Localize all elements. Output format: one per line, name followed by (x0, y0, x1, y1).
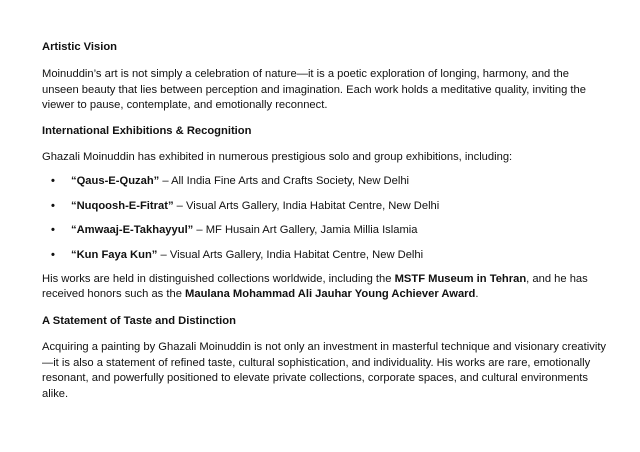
heading-statement: A Statement of Taste and Distinction (42, 314, 236, 327)
exhibition-item-kun-faya-kun (42, 248, 608, 263)
collections-text: , and he has received honors such as the (42, 273, 588, 301)
bullet-icon: • (51, 199, 55, 212)
collections-paragraph (42, 272, 608, 303)
bullet-icon: • (51, 175, 55, 188)
heading-exhibitions: International Exhibitions & Recognition (42, 124, 252, 137)
exhibition-detail: – Visual Arts Gallery, India Habitat Centre, New Delhi (173, 199, 440, 212)
exhibition-list (42, 174, 608, 263)
exhibition-detail: – All India Fine Arts and Crafts Society, New Delhi (159, 175, 410, 188)
document-page (42, 40, 608, 402)
exhibition-item-amwaaj-e-takhayyul (42, 223, 608, 238)
exhibition-title: “Qaus-E-Quzah” (71, 175, 160, 188)
exhibition-detail: – MF Husain Art Gallery, Jamia Millia Islamia (193, 224, 418, 237)
exhibitions-intro: Ghazali Moinuddin has exhibited in numerous prestigious solo and group exhibitions, including: (42, 151, 513, 164)
collections-text: . (475, 288, 479, 301)
bullet-icon: • (51, 224, 55, 237)
exhibition-item-nuqoosh-e-fitrat (42, 199, 608, 214)
award-name: Maulana Mohammad Ali Jauhar Young Achiever Award (185, 288, 476, 301)
exhibition-title: “Kun Faya Kun” (71, 248, 158, 261)
exhibition-detail: – Visual Arts Gallery, India Habitat Centre, New Delhi (157, 248, 424, 261)
bullet-icon: • (51, 248, 55, 261)
museum-name: MSTF Museum in Tehran (394, 273, 527, 286)
exhibition-item-qaus-e-quzah (42, 174, 608, 189)
exhibition-title: “Nuqoosh-E-Fitrat” (71, 199, 174, 212)
collections-text: His works are held in distinguished collections worldwide, including the (42, 273, 395, 286)
statement-paragraph: Acquiring a painting by Ghazali Moinuddin is not only an investment in masterful technique and visionary creativity—it is also a statement of refined taste, cultural sophistication, and individuality. His works are rare, emotionally resonant, and powerfully positioned to elevate private collections, corporate spaces, and cultural environments alike. (42, 341, 607, 400)
artistic-vision-paragraph: Moinuddin’s art is not simply a celebration of nature—it is a poetic exploration of longing, harmony, and the unseen beauty that lies between perception and imagination. Each work holds a meditative quality, inviting the viewer to pause, contemplate, and emotionally reconnect. (42, 68, 586, 112)
exhibition-title: “Amwaaj-E-Takhayyul” (71, 224, 194, 237)
heading-artistic-vision: Artistic Vision (42, 41, 118, 53)
